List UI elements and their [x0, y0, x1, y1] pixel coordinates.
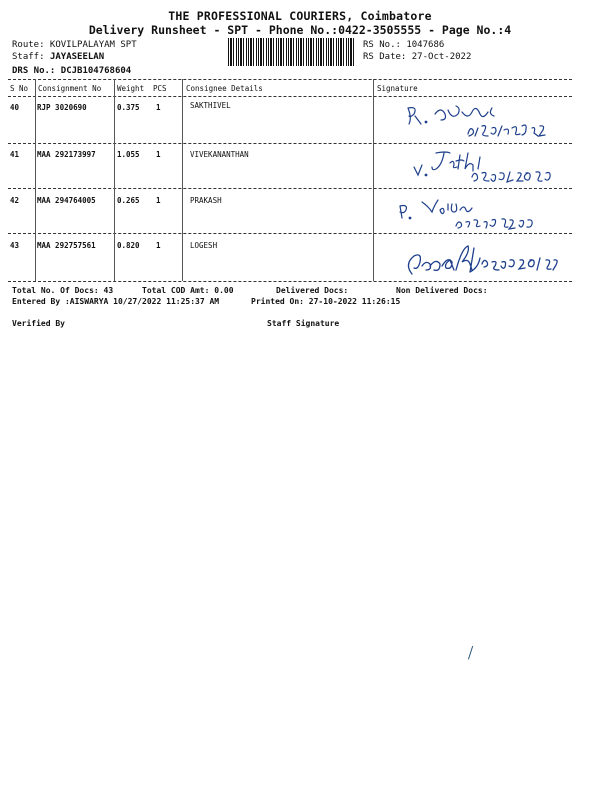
signature-42 [380, 192, 570, 232]
table-row-weight: 0.375 [117, 103, 140, 112]
row-divider [8, 143, 572, 144]
drs-label: DRS No.: [12, 66, 56, 76]
route-text: Route: KOVILPALAYAM SPT [12, 40, 137, 50]
document-subtitle: Delivery Runsheet - SPT - Phone No.:0422-3505555 - Page No.:4 [88, 23, 512, 37]
table-row-pcs: 1 [156, 150, 161, 159]
stray-pen-mark [468, 646, 475, 660]
column-divider [35, 79, 36, 281]
printed-on: Printed On: 27-10-2022 11:26:15 [251, 297, 401, 306]
drs-line [12, 66, 131, 76]
table-row-weight: 0.265 [117, 196, 140, 205]
column-header-pcs: PCS [153, 84, 167, 93]
total-docs: Total No. Of Docs: 43 [12, 286, 114, 295]
signature-40 [380, 98, 570, 142]
column-header-consignee: Consignee Details [186, 84, 263, 93]
handwritten-signature-icon [380, 98, 570, 142]
table-row-weight: 0.820 [117, 241, 140, 250]
verified-by-label: Verified By [12, 319, 65, 328]
table-row-consignee: SAKTHIVEL [190, 101, 231, 110]
rs-date: RS Date: 27-Oct-2022 [363, 52, 472, 62]
table-header-rule [8, 96, 572, 97]
column-header-weight: Weight [117, 84, 145, 93]
document-title: THE PROFESSIONAL COURIERS, Coimbatore [168, 9, 432, 23]
table-row-sno: 42 [10, 196, 20, 205]
table-row-weight: 1.055 [117, 150, 140, 159]
signature-41 [380, 145, 570, 187]
table-row-sno: 41 [10, 150, 20, 159]
table-row-consignee: PRAKASH [190, 196, 222, 205]
table-row-consignment: MAA 294764005 [37, 196, 96, 205]
column-header-sno: S No [10, 84, 29, 93]
handwritten-signature-icon [380, 192, 570, 232]
column-divider [182, 79, 183, 281]
table-row-pcs: 1 [156, 103, 161, 112]
staff-name: JAYASEELAN [49, 52, 105, 62]
table-row-sno: 43 [10, 241, 20, 250]
signature-43 [390, 236, 575, 282]
column-header-consignment: Consignment No [38, 84, 102, 93]
table-row-consignment: MAA 292173997 [37, 150, 96, 159]
table-row-pcs: 1 [156, 196, 161, 205]
table-row-consignment: RJP 3020690 [37, 103, 87, 112]
column-header-signature: Signature [377, 84, 418, 93]
total-cod: Total COD Amt: 0.00 [142, 286, 234, 295]
column-divider [373, 79, 374, 281]
table-top-rule [8, 79, 572, 80]
table-row-consignee: LOGESH [190, 241, 218, 250]
staff-signature-label: Staff Signature [267, 319, 340, 328]
table-row-pcs: 1 [156, 241, 161, 250]
column-divider [114, 79, 115, 281]
table-row-sno: 40 [10, 103, 20, 112]
table-row-consignment: MAA 292757561 [37, 241, 96, 250]
drs-number: DCJB104768604 [60, 66, 132, 76]
rs-number: RS No.: 1047686 [363, 40, 445, 50]
row-divider [8, 233, 572, 234]
non-delivered-docs: Non Delivered Docs: [396, 286, 488, 295]
staff-line [12, 52, 104, 62]
entered-by: Entered By :AISWARYA 10/27/2022 11:25:37 AM [12, 297, 220, 306]
row-divider [8, 188, 572, 189]
handwritten-signature-icon [380, 145, 570, 187]
table-row-consignee: VIVEKANANTHAN [190, 150, 249, 159]
handwritten-signature-icon [390, 236, 575, 282]
delivered-docs: Delivered Docs: [276, 286, 349, 295]
staff-label: Staff: [12, 52, 45, 62]
barcode [228, 38, 354, 66]
